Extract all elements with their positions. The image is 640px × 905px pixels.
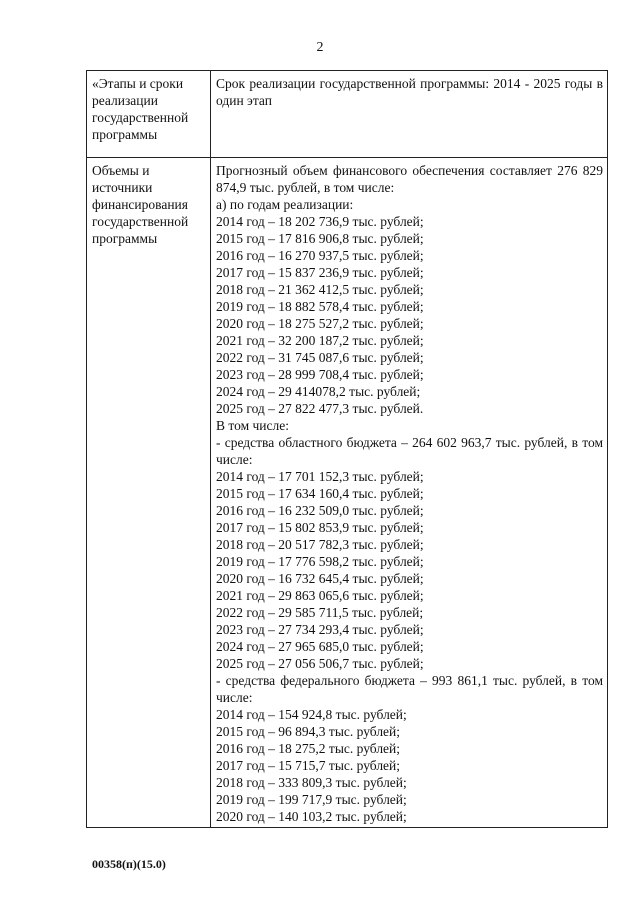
year-line: 2025 год – 27 822 477,3 тыс. рублей. [216, 401, 424, 416]
years-federal-list [216, 706, 603, 825]
year-line: 2018 год – 333 809,3 тыс. рублей; [216, 775, 407, 790]
passport-table [86, 70, 608, 828]
including-heading: В том числе: [216, 418, 289, 433]
year-line: 2023 год – 28 999 708,4 тыс. рублей; [216, 367, 424, 382]
year-line: 2016 год – 16 270 937,5 тыс. рублей; [216, 248, 424, 263]
year-line: 2014 год – 17 701 152,3 тыс. рублей; [216, 469, 424, 484]
year-line: 2019 год – 18 882 578,4 тыс. рублей; [216, 299, 424, 314]
stages-text: Срок реализации государственной программы: 2014 - 2025 годы в один этап [211, 71, 608, 158]
regional-budget-intro: - средства областного бюджета – 264 602 963,7 тыс. рублей, в том числе: [216, 435, 603, 467]
year-line: 2014 год – 154 924,8 тыс. рублей; [216, 707, 407, 722]
by-years-heading: а) по годам реализации: [216, 197, 354, 212]
stages-label: «Этапы и сроки реализации государственной программы [87, 71, 211, 158]
federal-budget-intro: - средства федерального бюджета – 993 861,1 тыс. рублей, в том числе: [216, 673, 603, 705]
year-line: 2022 год – 29 585 711,5 тыс. рублей; [216, 605, 424, 620]
year-line: 2021 год – 29 863 065,6 тыс. рублей; [216, 588, 424, 603]
year-line: 2022 год – 31 745 087,6 тыс. рублей; [216, 350, 424, 365]
years-total-list [216, 213, 603, 417]
year-line: 2016 год – 16 232 509,0 тыс. рублей; [216, 503, 424, 518]
page-number: 2 [316, 40, 324, 55]
table-row [87, 71, 608, 158]
year-line: 2020 год – 140 103,2 тыс. рублей; [216, 809, 407, 824]
year-line: 2019 год – 199 717,9 тыс. рублей; [216, 792, 407, 807]
year-line: 2019 год – 17 776 598,2 тыс. рублей; [216, 554, 424, 569]
year-line: 2024 год – 27 965 685,0 тыс. рублей; [216, 639, 424, 654]
year-line: 2018 год – 20 517 782,3 тыс. рублей; [216, 537, 424, 552]
year-line: 2017 год – 15 802 853,9 тыс. рублей; [216, 520, 424, 535]
funding-intro: Прогнозный объем финансового обеспечения составляет 276 829 874,9 тыс. рублей, в том числе: [216, 163, 603, 195]
year-line: 2016 год – 18 275,2 тыс. рублей; [216, 741, 401, 756]
funding-details [211, 158, 608, 828]
table-row [87, 158, 608, 828]
years-regional-list [216, 468, 603, 672]
year-line: 2025 год – 27 056 506,7 тыс. рублей; [216, 656, 424, 671]
year-line: 2015 год – 17 816 906,8 тыс. рублей; [216, 231, 424, 246]
year-line: 2017 год – 15 837 236,9 тыс. рублей; [216, 265, 424, 280]
year-line: 2015 год – 96 894,3 тыс. рублей; [216, 724, 401, 739]
year-line: 2020 год – 16 732 645,4 тыс. рублей; [216, 571, 424, 586]
year-line: 2024 год – 29 414078,2 тыс. рублей; [216, 384, 421, 399]
funding-label: Объемы и источники финансирования государственной программы [87, 158, 211, 828]
year-line: 2023 год – 27 734 293,4 тыс. рублей; [216, 622, 424, 637]
year-line: 2015 год – 17 634 160,4 тыс. рублей; [216, 486, 424, 501]
document-code: 00358(п)(15.0) [92, 857, 166, 871]
year-line: 2017 год – 15 715,7 тыс. рублей; [216, 758, 401, 773]
year-line: 2021 год – 32 200 187,2 тыс. рублей; [216, 333, 424, 348]
year-line: 2018 год – 21 362 412,5 тыс. рублей; [216, 282, 424, 297]
year-line: 2020 год – 18 275 527,2 тыс. рублей; [216, 316, 424, 331]
year-line: 2014 год – 18 202 736,9 тыс. рублей; [216, 214, 424, 229]
